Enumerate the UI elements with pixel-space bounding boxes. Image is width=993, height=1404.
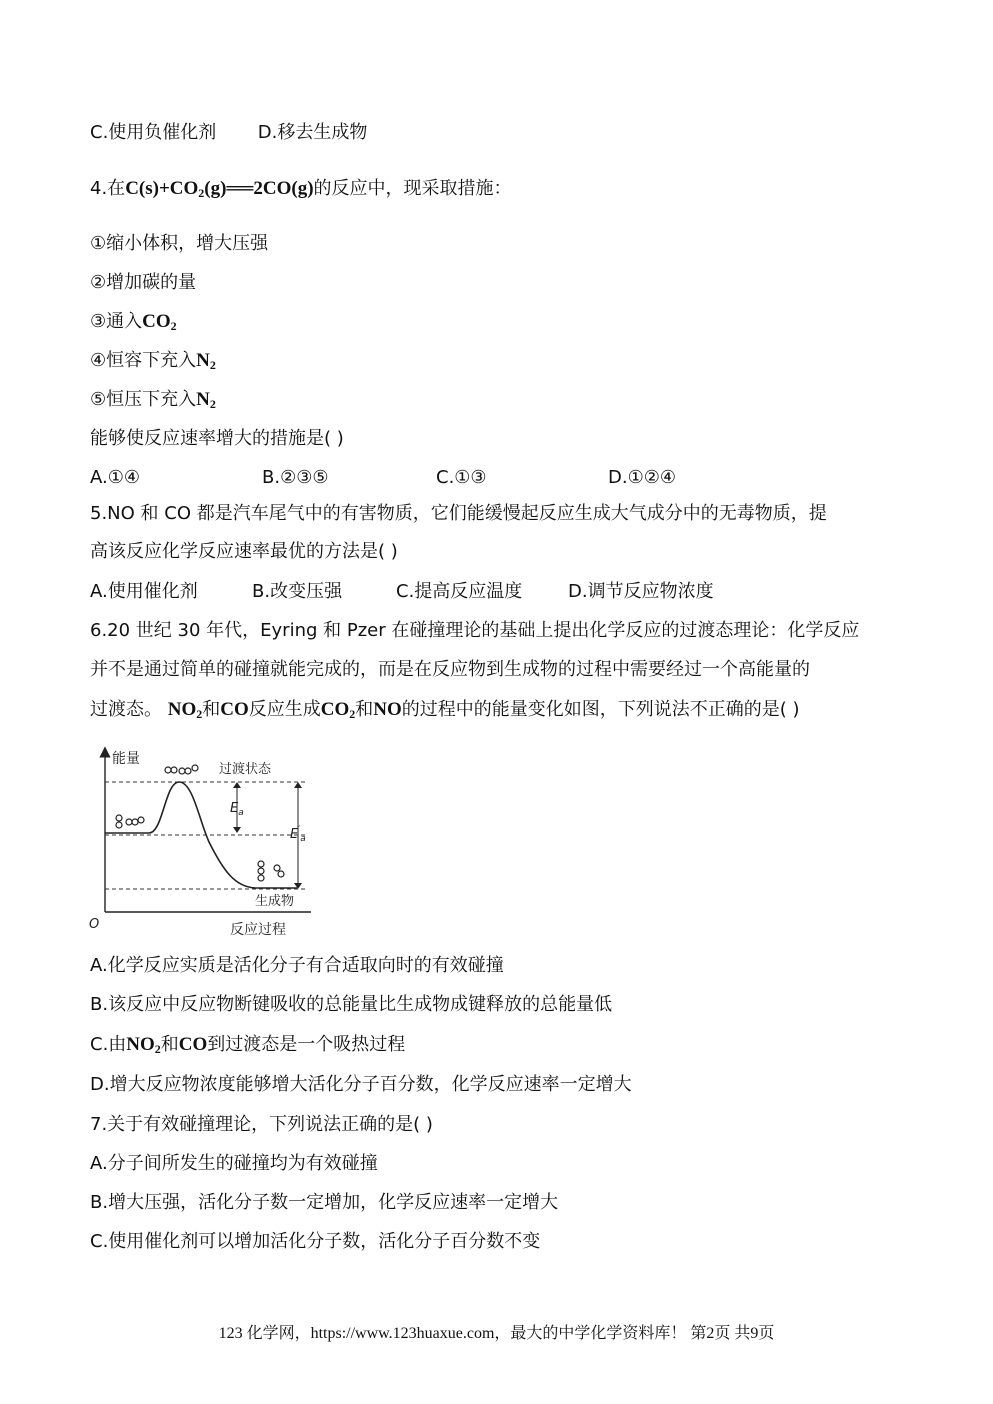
q4-option-c: C.①③ [436,467,487,488]
q6-option-d: D.增大反应物浓度能够增大活化分子百分数，化学反应速率一定增大 [90,1074,632,1095]
q5-option-a: A.使用催化剂 [90,581,198,602]
q4-measure-1: ①缩小体积，增大压强 [90,233,269,254]
q4-suffix: 的反应中，现采取措施： [313,178,512,199]
energy-diagram [85,742,325,940]
transition-state-molecules-icon [165,765,198,774]
reactant-molecules-icon [116,815,144,828]
q3-option-d: D.移去生成物 [257,122,368,143]
q4-stem [90,177,512,205]
formula-no: NO [373,699,402,720]
formula-n2: $N_2$ [196,350,216,372]
q4-measure-3: ③通入$CO_2$ [90,311,177,333]
q7-option-b: B.增大压强，活化分子数一定增加，化学反应速率一定增大 [90,1192,559,1213]
q4-prefix: 4.在 [90,178,126,199]
formula-co2: $CO_2$ [142,311,177,333]
q4-options [90,466,676,490]
q7-option-a: A.分子间所发生的碰撞均为有效碰撞 [90,1153,378,1174]
x-axis-label: 反应过程 [230,922,286,938]
formula-co: CO [178,1034,208,1055]
q6-stem-line-1: 6.20 世纪 30 年代，Eyring 和 Pzer 在碰撞理论的基础上提出化学反应的过渡态理论：化学反应 [90,620,860,641]
q5-stem-line-2: 高该反应化学反应速率最优的方法是( ) [90,541,398,562]
q6-option-a: A.化学反应实质是活化分子有合适取向时的有效碰撞 [90,955,504,976]
q4-measure-5: ⑤恒压下充入$N_2$ [90,389,216,411]
origin-label: O [89,917,100,932]
q3-option-c: C.使用负催化剂 [90,122,217,143]
q6-stem-line-2: 并不是通过简单的碰撞就能完成的，而是在反应物到生成物的过程中需要经过一个高能量的 [90,659,810,680]
q4-option-a: A.①④ [90,467,140,488]
ea-label: $E_a$ [230,801,244,818]
page-footer: 123 化学网，https://www.123huaxue.com，最大的中学化学资料库！ 第2页 共9页 [218,1325,775,1342]
ea-prime-label: $E'_a$ [290,825,306,844]
product-molecules-icon [258,861,284,881]
formula-n2: $N_2$ [196,389,216,411]
q4-measure-2: ②增加碳的量 [90,272,197,293]
q5-option-c: C.提高反应温度 [396,581,523,602]
q6-option-b: B.该反应中反应物断键吸收的总能量比生成物成键释放的总能量低 [90,994,613,1015]
q4-equation: $C(s)+CO_2(g)══2CO(g)$ [125,178,314,200]
q6-stem-line-3: 过渡态。 $NO_2$和CO反应生成$CO_2$和NO的过程中的能量变化如图，下列说法不正确的是( ) [90,699,800,721]
q7-option-c: C.使用催化剂可以增加活化分子数，活化分子百分数不变 [90,1231,541,1252]
q3-options [90,121,367,145]
y-axis-label: 能量 [112,751,140,767]
q5-option-d: D.调节反应物浓度 [568,581,714,602]
ts-label: 过渡状态 [219,762,272,777]
formula-co: CO [220,699,249,720]
q5-stem-line-1: 5.NO 和 CO 都是汽车尾气中的有害物质，它们能缓慢起反应生成大气成分中的无毒物质，提 [90,503,827,524]
q5-options [90,580,714,604]
formula-co2: $CO_2$ [320,699,356,721]
q6-option-c: C.由$NO_2$和CO到过渡态是一个吸热过程 [90,1034,406,1056]
formula-no2: $NO_2$ [167,699,203,721]
q7-stem: 7.关于有效碰撞理论，下列说法正确的是( ) [90,1114,433,1135]
q4-option-b: B.②③⑤ [262,467,329,488]
q4-measure-4: ④恒容下充入$N_2$ [90,350,216,372]
q4-option-d: D.①②④ [608,467,676,488]
q5-option-b: B.改变压强 [252,581,343,602]
product-label: 生成物 [255,894,295,909]
formula-no2: $NO_2$ [126,1034,161,1056]
q4-question: 能够使反应速率增大的措施是( ) [90,428,344,449]
